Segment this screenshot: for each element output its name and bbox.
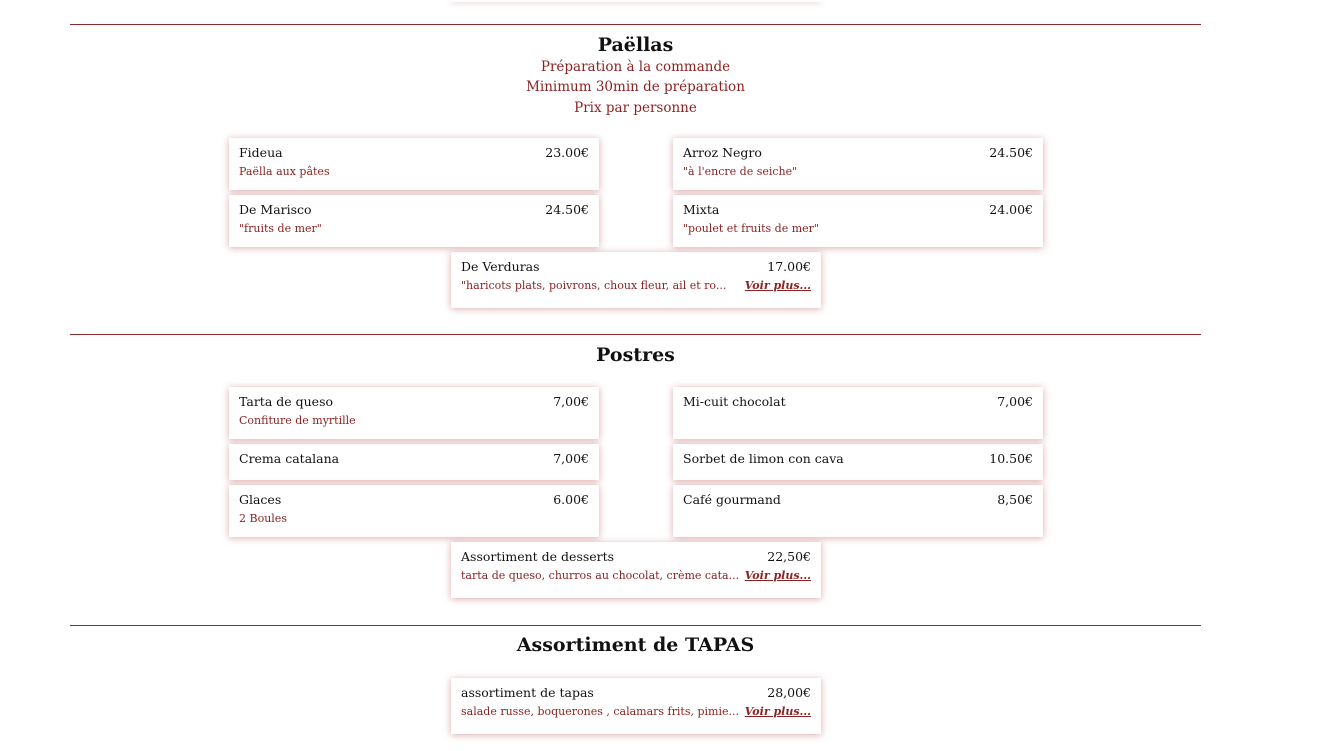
section-divider [70,334,1201,335]
paellas-subtitle-minimum: Minimum 30min de préparation [526,79,745,95]
item-price: 7,00€ [997,394,1033,409]
item-description: "fruits de mer" [239,222,322,235]
item-name: Mi-cuit chocolat [683,394,786,409]
item-name: Arroz Negro [683,145,762,160]
menu-item-card[interactable] [451,678,821,734]
section-title-paellas: Paëllas [597,34,674,56]
item-name: Glaces [239,492,282,507]
item-name: assortiment de tapas [461,685,594,700]
menu-item-card[interactable] [673,444,1043,480]
item-price: 6.00€ [553,492,589,507]
item-name: De Verduras [461,259,540,274]
menu-item-card[interactable] [673,138,1043,190]
section-title-postres: Postres [596,344,675,366]
menu-item-card[interactable] [451,252,821,308]
section-title-tapas: Assortiment de TAPAS [516,634,755,656]
paellas-subtitle-preparation: Préparation à la commande [540,59,731,75]
menu-item-card[interactable] [229,195,599,247]
item-name: Café gourmand [683,492,781,507]
item-description: 2 Boules [239,512,287,525]
menu-item-card[interactable] [229,387,599,439]
item-price: 10.50€ [989,451,1033,466]
item-price: 23.00€ [545,145,589,160]
item-description: "à l'encre de seiche" [683,165,798,178]
item-description: "poulet et fruits de mer" [683,222,819,235]
item-name: Mixta [683,202,720,217]
item-price: 24.50€ [989,145,1033,160]
item-price: 17.00€ [767,259,811,274]
see-more-link[interactable]: Voir plus... [744,279,811,292]
item-price: 24.00€ [989,202,1033,217]
item-description: Confiture de myrtille [239,414,356,427]
menu-item-card[interactable] [673,195,1043,247]
previous-card-edge [451,0,821,2]
item-description: salade russe, boquerones , calamars frits, pimie... [461,705,739,718]
item-name: De Marisco [239,202,312,217]
see-more-link[interactable]: Voir plus... [744,705,811,718]
see-more-link[interactable]: Voir plus... [744,569,811,582]
item-price: 22,50€ [767,549,811,564]
item-price: 24.50€ [545,202,589,217]
item-description: "haricots plats, poivrons, choux fleur, ail et ro... [461,279,727,292]
menu-item-card[interactable] [451,542,821,598]
item-name: Crema catalana [239,451,340,466]
item-price: 7,00€ [553,451,589,466]
menu-item-card[interactable] [229,444,599,480]
item-name: Sorbet de limon con cava [683,451,844,466]
item-name: Assortiment de desserts [461,549,615,564]
item-name: Tarta de queso [239,394,334,409]
item-description: tarta de queso, churros au chocolat, crème cata... [461,569,740,582]
paellas-subtitle-price: Prix par personne [574,100,697,116]
section-divider [70,625,1201,626]
item-description: Paëlla aux pâtes [239,165,330,178]
menu-item-card[interactable] [673,485,1043,537]
item-price: 7,00€ [553,394,589,409]
menu-item-card[interactable] [229,485,599,537]
section-divider [70,24,1201,25]
item-price: 8,50€ [997,492,1033,507]
menu-item-card[interactable] [229,138,599,190]
item-price: 28,00€ [767,685,811,700]
menu-item-card[interactable] [673,387,1043,439]
item-name: Fideua [239,145,283,160]
